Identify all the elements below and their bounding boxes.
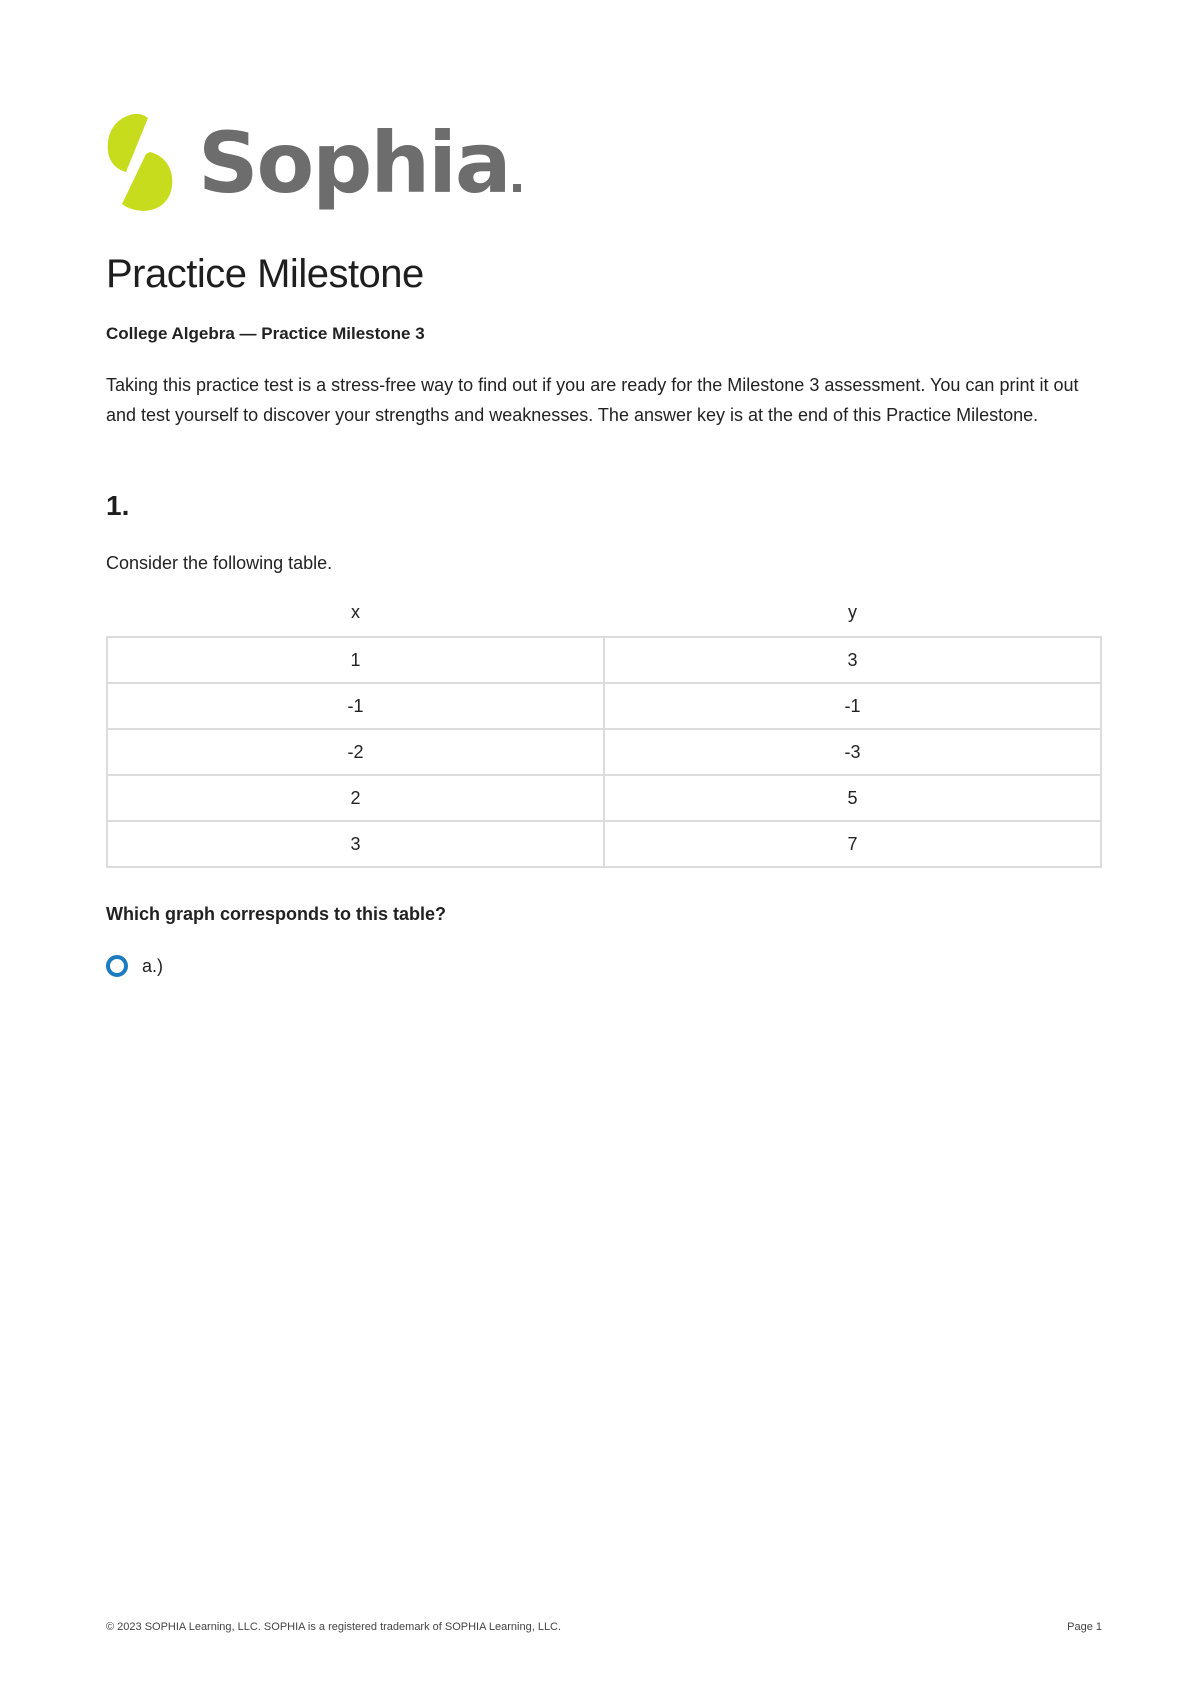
xy-table — [106, 602, 1102, 868]
table-cell-y: 5 — [604, 775, 1101, 821]
sophia-logo — [104, 112, 521, 214]
column-header-y: y — [848, 602, 857, 622]
footer-page-number: Page 1 — [1067, 1621, 1102, 1633]
table-row — [107, 683, 1101, 729]
answer-option-label: a.) — [142, 955, 164, 976]
answer-option-a[interactable] — [106, 955, 163, 977]
intro-paragraph: Taking this practice test is a stress-free way to find out if you are ready for the Milestone 3 assessment. You can print it out and test yourself to discover your strengths and weaknesses. The answer key is at the end of this Practice Milestone. — [106, 375, 1079, 425]
table-row — [107, 821, 1101, 867]
wordmark-dot — [513, 184, 521, 192]
xy-table-container — [106, 602, 1102, 868]
page-title: Practice Milestone — [106, 252, 424, 296]
sophia-logo-mark-icon — [104, 112, 176, 214]
table-cell-y: -1 — [604, 683, 1101, 729]
radio-button-icon[interactable] — [106, 955, 128, 977]
question-text: Consider the following table. — [106, 553, 333, 573]
table-row — [107, 729, 1101, 775]
sophia-wordmark: Sophia — [198, 121, 521, 205]
table-cell-x: 2 — [107, 775, 604, 821]
table-cell-y: 7 — [604, 821, 1101, 867]
table-cell-x: -1 — [107, 683, 604, 729]
table-cell-y: 3 — [604, 637, 1101, 683]
table-header-row — [107, 602, 1101, 637]
table-row — [107, 775, 1101, 821]
table-cell-x: 3 — [107, 821, 604, 867]
footer-copyright: © 2023 SOPHIA Learning, LLC. SOPHIA is a registered trademark of SOPHIA Learning, LLC. — [106, 1621, 562, 1633]
table-cell-x: -2 — [107, 729, 604, 775]
table-cell-y: -3 — [604, 729, 1101, 775]
course-subtitle: College Algebra — Practice Milestone 3 — [106, 324, 425, 343]
table-row — [107, 637, 1101, 683]
column-header-x: x — [351, 602, 360, 622]
question-number: 1. — [106, 490, 130, 521]
question-prompt: Which graph corresponds to this table? — [106, 904, 447, 924]
table-cell-x: 1 — [107, 637, 604, 683]
